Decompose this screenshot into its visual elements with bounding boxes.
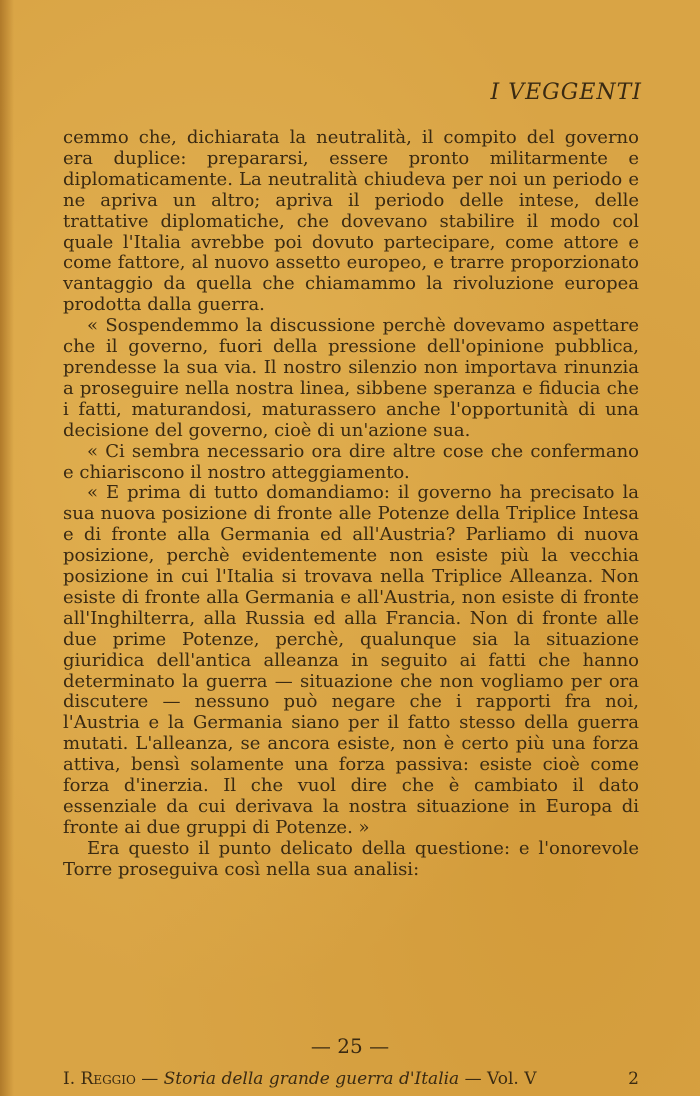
- paragraph: « E prima di tutto domandiamo: il governo ha precisato la sua nuova posizione di fronte alle Potenze della Triplice Intesa e di fronte alla Germania ed all'Austria? Parliamo di nuova posizione, perchè evidentemente non esiste più la vecchia posizione in cui l'Italia si trovava nella Triplice Alleanza. Non esiste di fronte alla Germania e all'Austria, non esiste di fronte all'Inghilterra, alla Russia ed alla Francia. Non di fronte alle due prime Potenze, perchè, qualunque sia la situazione giuridica dell'antica alleanza in seguito ai fatti che hanno determinato la guerra — situazione che non vogliamo per ora discutere — nessuno può negare che i rapporti fra noi, l'Austria e la Germania siano per il fatto stesso della guerra mutati. L'alleanza, se ancora esiste, non è certo più una forza attiva, bensì solamente una forza passiva: esiste cioè come forza d'inerzia. Il che vuol dire che è cambiato il dato essenziale da cui derivava la nostra situazione in Europa di fronte ai due gruppi di Potenze. »: [63, 482, 639, 838]
- footer-separator: —: [459, 1069, 488, 1089]
- footer: [63, 1069, 639, 1089]
- page-number: — 25 —: [310, 1034, 390, 1058]
- paragraph-continuation: cemmo che, dichiarata la neutralità, il compito del governo era duplice: prepararsi, essere pronto militarmente e diplomaticamente. La neutralità chiudeva per noi un periodo e ne apriva un altro; apriva il periodo delle intese, delle trattative diplomatiche, che dovevano stabilire il modo col quale l'Italia avrebbe poi dovuto partecipare, come attore e come fattore, al nuovo assetto europeo, e trarre proporzionato vantaggio da quella che chiamammo la rivoluzione europea prodotta dalla guerra.: [63, 127, 639, 316]
- footer-title: Storia della grande guerra d'Italia: [163, 1069, 460, 1089]
- page-edge-shadow: [0, 0, 14, 1096]
- body-text: [63, 128, 639, 881]
- footer-separator: —: [135, 1069, 164, 1089]
- paragraph: « Ci sembra necessario ora dire altre cose che confermano e chiariscono il nostro atteggiamento.: [63, 440, 639, 483]
- footer-signature: 2: [628, 1069, 639, 1089]
- paragraph: « Sospendemmo la discussione perchè dovevamo aspettare che il governo, fuori della pressione dell'opinione pubblica, prendesse la sua via. Il nostro silenzio non importava rinunzia a proseguire nella nostra linea, sibbene speranza e fiducia che i fatti, maturandosi, maturassero anche l'opportunità di una decisione del governo, cioè di un'azione sua.: [63, 315, 639, 441]
- footer-volume: Vol. V: [487, 1069, 537, 1089]
- footer-author: I. Reggio: [63, 1069, 136, 1089]
- paragraph: Era questo il punto delicato della questione: e l'onorevole Torre proseguiva così nella sua analisi:: [63, 837, 639, 880]
- running-head: I VEGGENTI: [490, 80, 642, 105]
- footer-citation: [63, 1069, 537, 1089]
